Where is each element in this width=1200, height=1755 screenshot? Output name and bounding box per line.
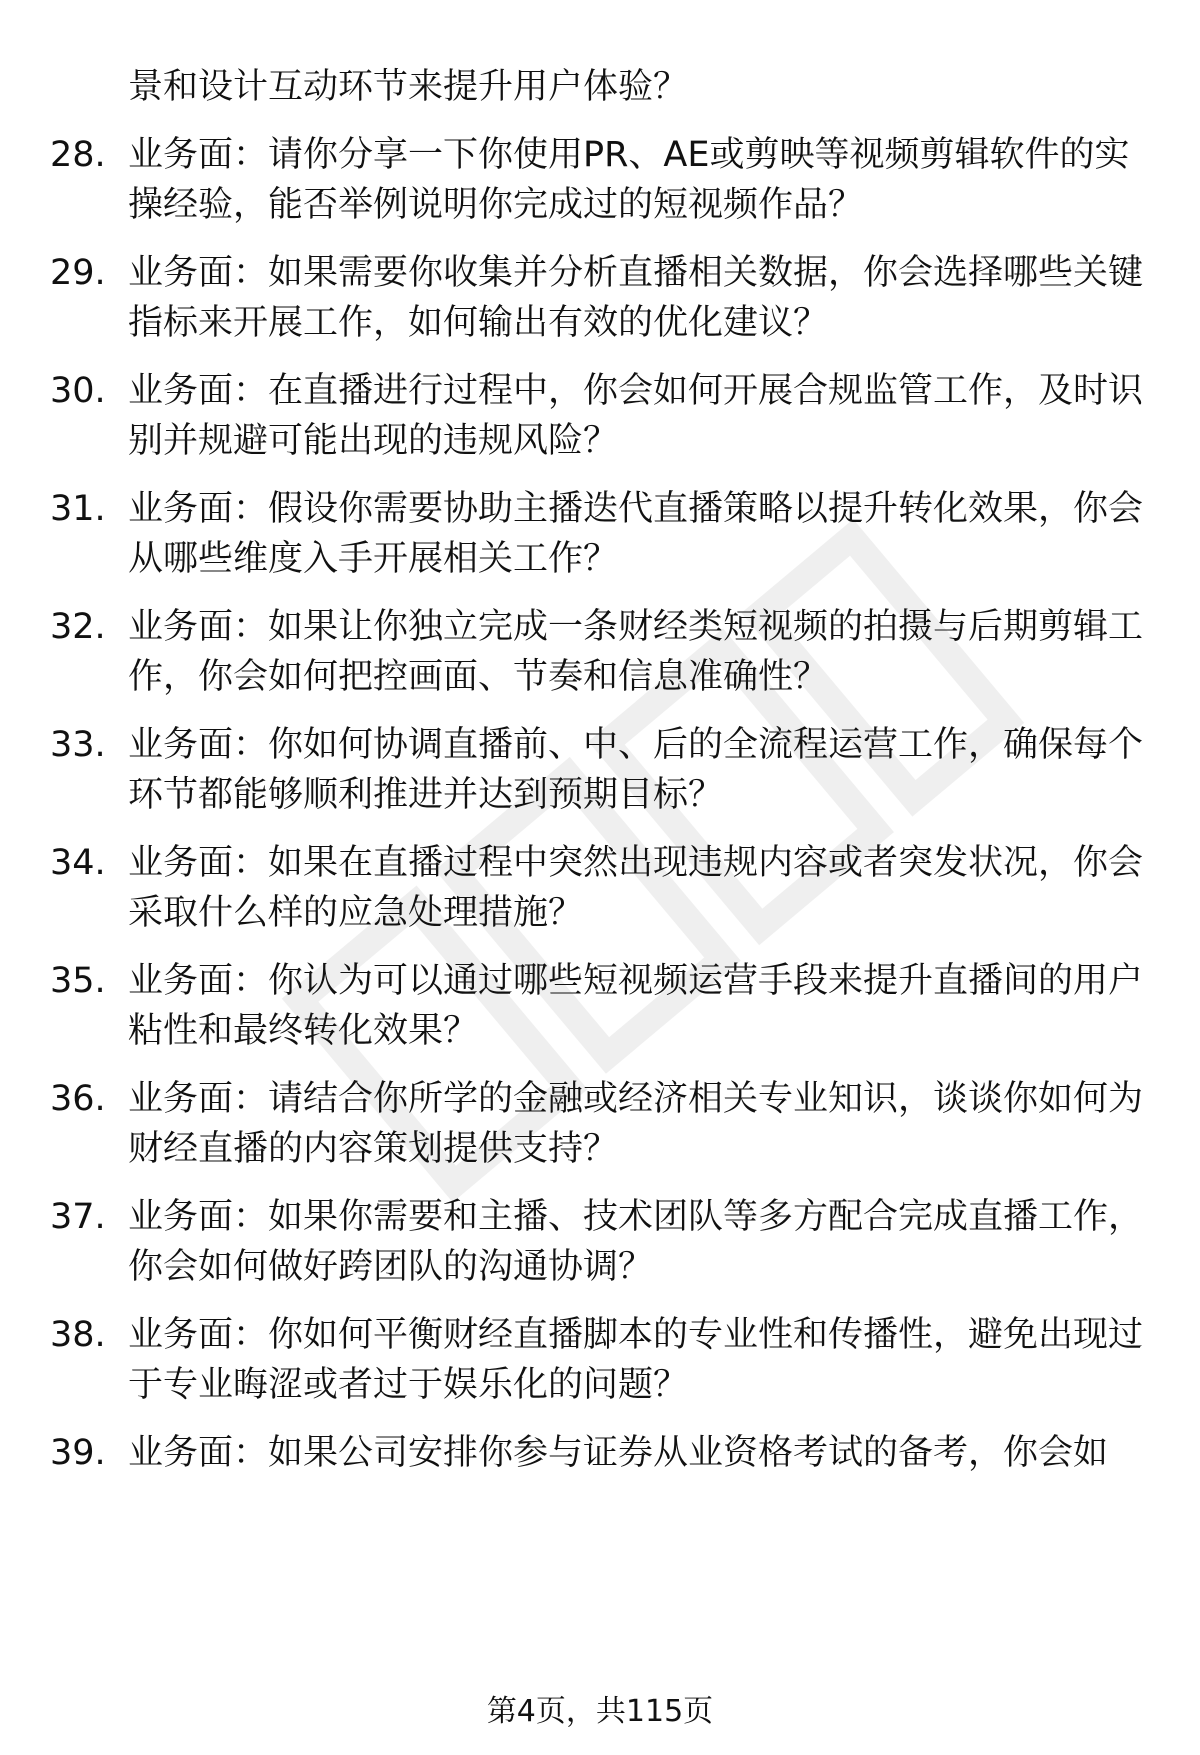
item-number: 36. (50, 1079, 106, 1119)
item-text: 业务面：假设你需要协助主播迭代直播策略以提升转化效果，你会从哪些维度入手开展相关工作？ (128, 489, 1144, 579)
continuation-text: 景和设计互动环节来提升用户体验？ (128, 67, 689, 107)
item-number: 29. (50, 253, 106, 293)
item-text: 业务面：如果你需要和主播、技术团队等多方配合完成直播工作，你会如何做好跨团队的沟通协调？ (128, 1197, 1144, 1287)
page-footer: 第4页，共115页 (486, 1694, 714, 1729)
item-text: 业务面：如果在直播过程中突然出现违规内容或者突发状况，你会采取什么样的应急处理措施？ (128, 843, 1144, 933)
item-text: 业务面：如果让你独立完成一条财经类短视频的拍摄与后期剪辑工作，你会如何把控画面、节奏和信息准确性？ (128, 607, 1144, 697)
item-number: 30. (50, 371, 106, 411)
item-number: 28. (50, 135, 106, 175)
item-text: 业务面：请结合你所学的金融或经济相关专业知识，谈谈你如何为财经直播的内容策划提供支持？ (128, 1079, 1144, 1169)
item-text: 业务面：你如何协调直播前、中、后的全流程运营工作，确保每个环节都能够顺利推进并达到预期目标？ (128, 725, 1144, 815)
item-number: 33. (50, 725, 106, 765)
item-number: 35. (50, 961, 106, 1001)
item-text: 业务面：如果公司安排你参与证券从业资格考试的备考，你会如 (128, 1433, 1109, 1473)
item-text: 业务面：如果需要你收集并分析直播相关数据，你会选择哪些关键指标来开展工作，如何输出有效的优化建议？ (128, 253, 1144, 343)
item-number: 32. (50, 607, 106, 647)
item-text: 业务面：在直播进行过程中，你会如何开展合规监管工作，及时识别并规避可能出现的违规风险？ (128, 371, 1144, 461)
item-text: 业务面：请你分享一下你使用PR、AE或剪映等视频剪辑软件的实操经验，能否举例说明你完成过的短视频作品？ (128, 135, 1130, 225)
item-text: 业务面：你认为可以通过哪些短视频运营手段来提升直播间的用户粘性和最终转化效果？ (128, 961, 1144, 1051)
item-number: 37. (50, 1197, 106, 1237)
item-number: 39. (50, 1433, 106, 1473)
item-number: 31. (50, 489, 106, 529)
item-text: 业务面：你如何平衡财经直播脚本的专业性和传播性，避免出现过于专业晦涩或者过于娱乐化的问题？ (128, 1315, 1144, 1405)
item-number: 34. (50, 843, 106, 883)
item-number: 38. (50, 1315, 106, 1355)
